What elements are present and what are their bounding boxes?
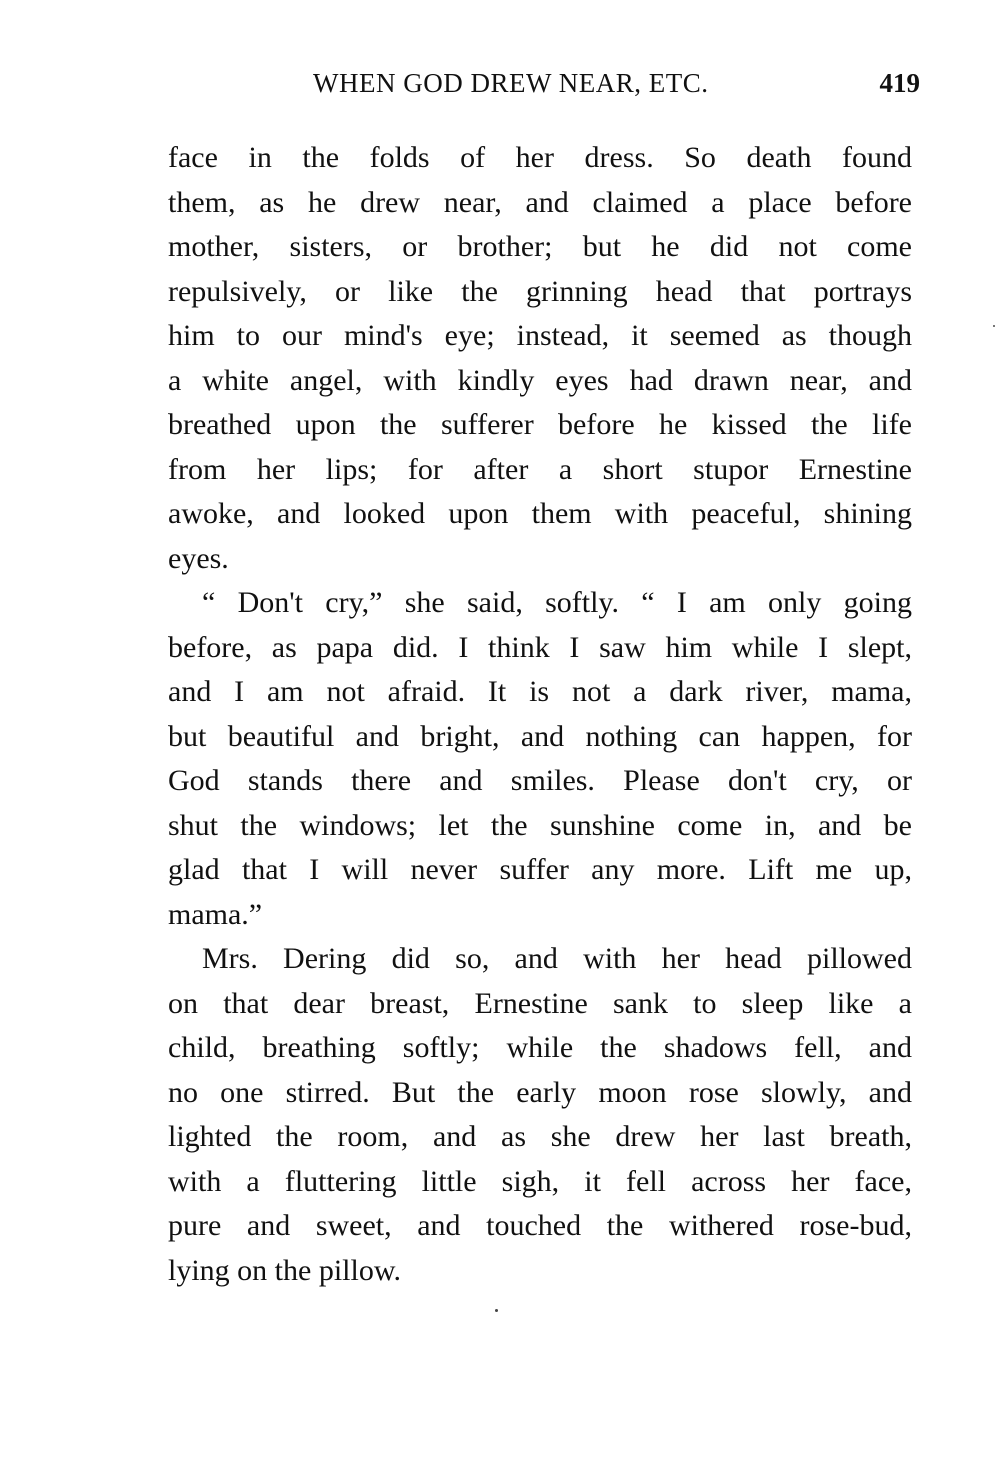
text-line: child, breathing softly; while the shadows fell, and [168, 1031, 912, 1064]
ink-speck [495, 1309, 498, 1312]
running-title: WHEN GOD DREW NEAR, ETC. [313, 68, 709, 98]
text-line: awoke, and looked upon them with peaceful, shining [168, 497, 912, 530]
text-line: shut the windows; let the sunshine come in, and be [168, 808, 912, 842]
text-line: before, as papa did. I think I saw him while I slept, [168, 630, 912, 664]
text-line: eyes. [168, 541, 229, 575]
text-line: but beautiful and bright, and nothing can happen, for [168, 719, 912, 753]
edge-speck [993, 325, 995, 327]
text-line: Mrs. Dering did so, and with her head pillowed [202, 942, 912, 975]
text-line: repulsively, or like the grinning head that portrays [168, 274, 912, 308]
text-line: with a fluttering little sigh, it fell across her face, [168, 1164, 912, 1198]
paragraph-1 [168, 136, 912, 581]
text-line: “ Don't cry,” she said, softly. “ I am only going [202, 586, 912, 619]
body-text [168, 136, 912, 1293]
text-line: no one stirred. But the early moon rose slowly, and [168, 1075, 912, 1109]
page-number: 419 [879, 68, 920, 98]
text-line: breathed upon the sufferer before he kissed the life [168, 408, 912, 441]
text-line: mother, sisters, or brother; but he did not come [168, 230, 912, 263]
text-line: face in the folds of her dress. So death found [168, 141, 912, 174]
text-line: him to our mind's eye; instead, it seemed as though [168, 319, 912, 352]
text-line: pure and sweet, and touched the withered rose-bud, [168, 1209, 912, 1242]
text-line: and I am not afraid. It is not a dark river, mama, [168, 675, 912, 708]
text-line: mama.” [168, 897, 263, 931]
text-line: lighted the room, and as she drew her last breath, [168, 1120, 912, 1153]
text-line: lying on the pillow. [168, 1253, 402, 1287]
paragraph-2 [168, 581, 912, 937]
text-line: a white angel, with kindly eyes had drawn near, and [168, 363, 912, 397]
text-line: on that dear breast, Ernestine sank to sleep like a [168, 986, 912, 1020]
text-line: them, as he drew near, and claimed a place before [168, 185, 912, 219]
text-line: from her lips; for after a short stupor Ernestine [168, 452, 912, 486]
paragraph-3 [168, 937, 912, 1293]
text-line: God stands there and smiles. Please don't cry, or [168, 764, 912, 797]
running-head [168, 68, 920, 108]
text-line: glad that I will never suffer any more. Lift me up, [168, 853, 912, 886]
